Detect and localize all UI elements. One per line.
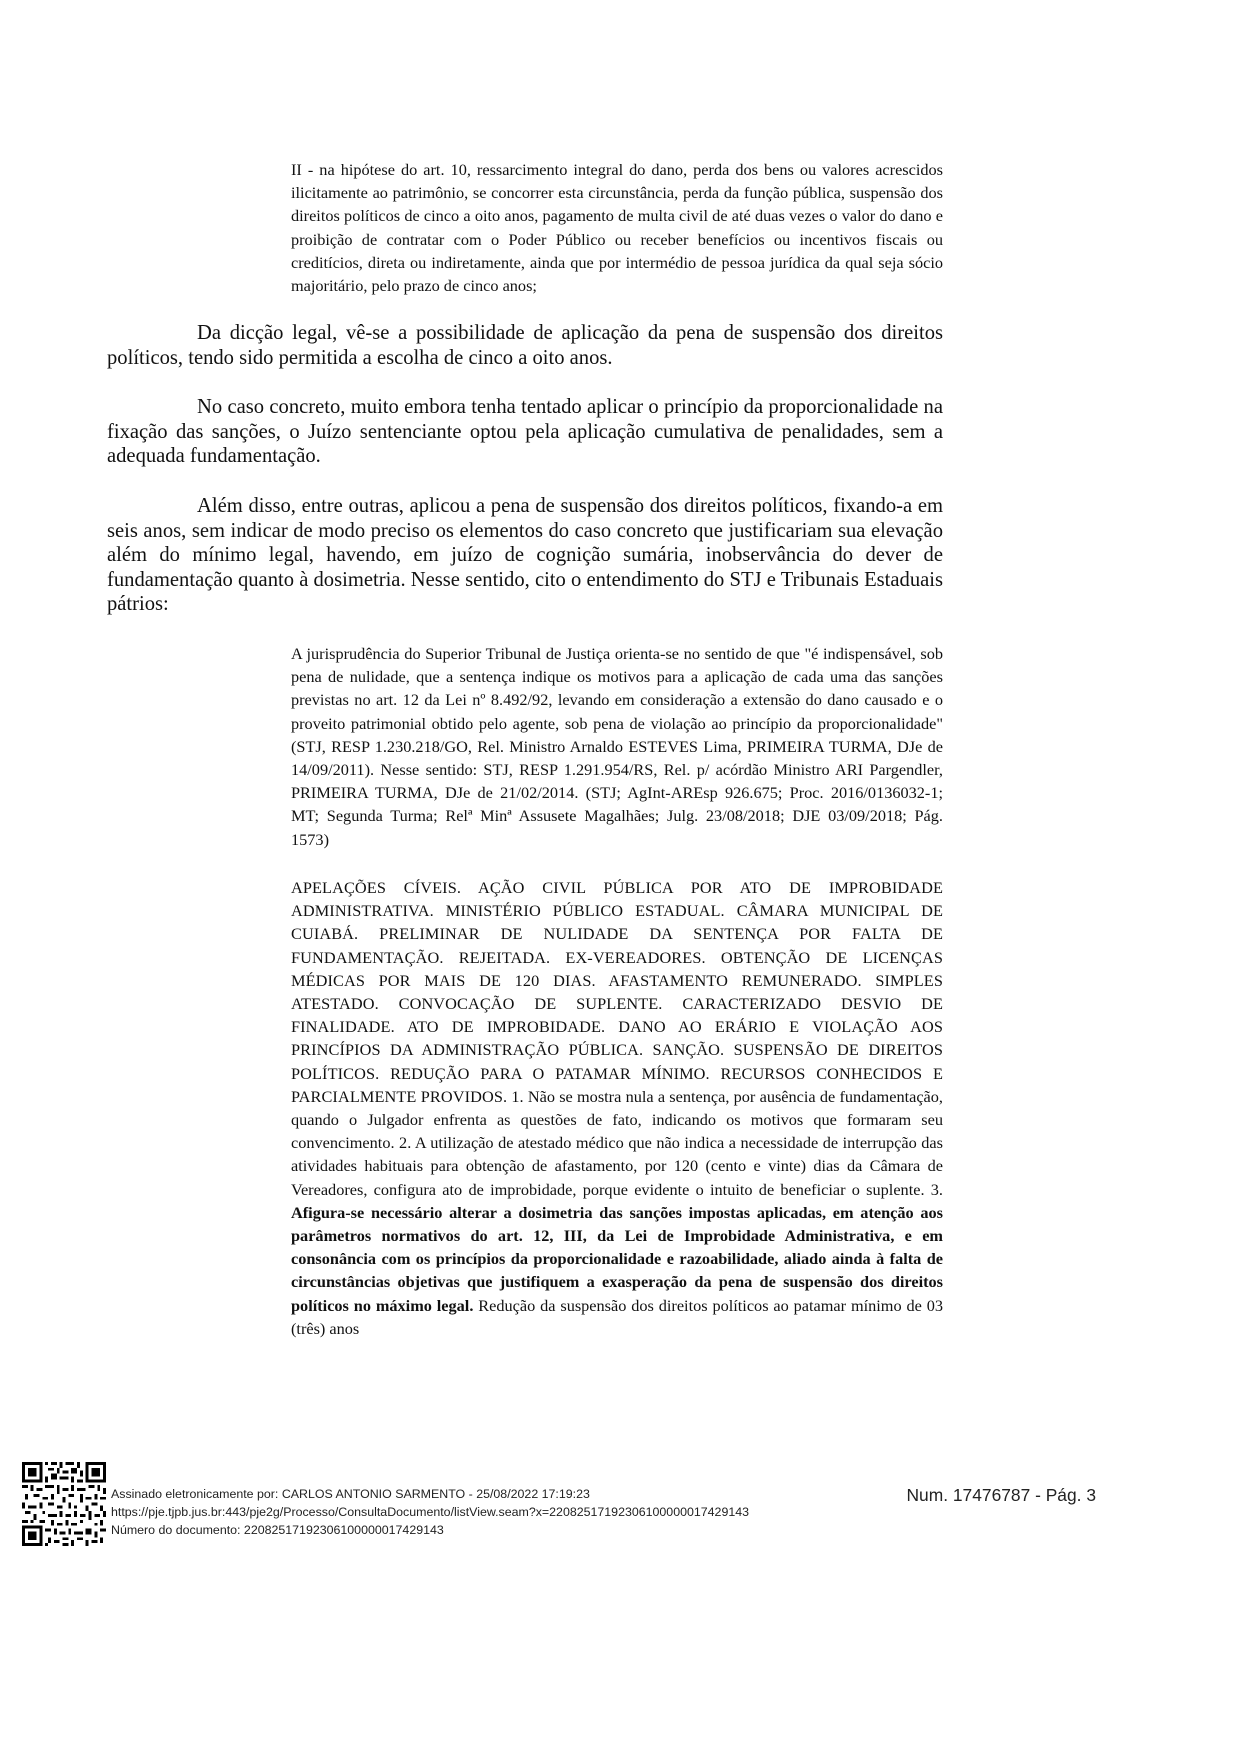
footer-signature: Assinado eletronicamente por: CARLOS ANTONIO SARMENTO - 25/08/2022 17:19:23 [111, 1487, 590, 1501]
tj-quote-text: 1. Não se mostra nula a sentença, por ausência de fundamentação, quando o Julgador enfrenta as questões de fato, indicando os motivos que formaram seu convencimento. 2. A utilização de atestado médico que não indica a necessidade de interrupção das atividades habituais para obtenção de afastamento, por 120 (cento e vinte) dias da Câmara de Vereadores, configura ato de improbidade, porque evidente o intuito de beneficiar o suplente. 3. [291, 1086, 943, 1199]
paragraph-dosimetry [107, 494, 943, 617]
paragraph-legal-diction [107, 321, 943, 370]
tj-jurisprudence-quote [291, 876, 943, 1340]
qr-code-icon [22, 1462, 106, 1546]
paragraph-text: No caso concreto, muito embora tenha tentado aplicar o princípio da proporcionalidade na fixação das sanções, o Juízo sentenciante optou pela aplicação cumulativa de penalidades, sem a adequada fundamentação. [107, 396, 943, 468]
tj-quote-tail: Redução da suspensão dos direitos políticos ao patamar mínimo de 03 (três) anos [291, 1295, 943, 1338]
paragraph-concrete-case [107, 395, 943, 469]
page-number: Num. 17476787 - Pág. 3 [906, 1485, 1096, 1505]
stj-jurisprudence-quote: A jurisprudência do Superior Tribunal de Justiça orienta-se no sentido de que "é indispensável, sob pena de nulidade, que a sentença indique os motivos para a aplicação de cada uma das sanções previstas no art. 12 da Lei nº 8.492/92, levando em consideração a extensão do dano causado e o proveito patrimonial obtido pelo agente, sob pena de violação ao princípio da proporcionalidade" (STJ, RESP 1.230.218/GO, Rel. Ministro Arnaldo ESTEVES Lima, PRIMEIRA TURMA, DJe de 14/09/2011). Nesse sentido: STJ, RESP 1.291.954/RS, Rel. p/ acórdão Ministro ARI Pargendler, PRIMEIRA TURMA, DJe de 21/02/2014. (STJ; AgInt-AREsp 926.675; Proc. 2016/0136032-1; MT; Segunda Turma; Relª Minª Assusete Magalhães; Julg. 23/08/2018; DJE 03/09/2018; Pág. 1573) [291, 644, 943, 849]
law-quote: II - na hipótese do art. 10, ressarcimento integral do dano, perda dos bens ou valores acrescidos ilicitamente ao patrimônio, se concorrer esta circunstância, perda da função pública, suspensão dos direitos políticos de cinco a oito anos, pagamento de multa civil de até duas vezes o valor do dano e proibição de contratar com o Poder Público ou receber benefícios ou incentivos fiscais ou creditícios, direta ou indiretamente, ainda que por intermédio de pessoa jurídica da qual seja sócio majoritário, pelo prazo de cinco anos; [291, 160, 943, 296]
paragraph-text: Da dicção legal, vê-se a possibilidade de aplicação da pena de suspensão dos direitos políticos, tendo sido permitida a escolha de cinco a oito anos. [107, 322, 943, 369]
paragraph-text: Além disso, entre outras, aplicou a pena de suspensão dos direitos políticos, fixando-a em seis anos, sem indicar de modo preciso os elementos do caso concreto que justificariam sua elevação além do mínimo legal, havendo, em juízo de cognição sumária, inobservância do dever de fundamentação quanto à dosimetria. Nesse sentido, cito o entendimento do STJ e Tribunais Estaduais pátrios: [107, 495, 943, 616]
tj-quote-bold-text: Afigura-se necessário alterar a dosimetria das sanções impostas aplicadas, em atenção aos parâmetros normativos do art. 12, III, da Lei de Improbidade Administrativa, e em consonância com os princípios da proporcionalidade e razoabilidade, aliado ainda à falta de circunstâncias objetivas que justifiquem a exasperação da pena de suspensão dos direitos políticos no máximo legal. [291, 1202, 943, 1315]
footer-document-number: Número do documento: 22082517192306100000017429143 [111, 1523, 444, 1537]
tj-quote-headnote: APELAÇÕES CÍVEIS. AÇÃO CIVIL PÚBLICA POR ATO DE IMPROBIDADE ADMINISTRATIVA. MINISTÉRIO PÚBLICO ESTADUAL. CÂMARA MUNICIPAL DE CUIABÁ. PRELIMINAR DE NULIDADE DA SENTENÇA POR FALTA DE FUNDAMENTAÇÃO. REJEITADA. EX-VEREADORES. OBTENÇÃO DE LICENÇAS MÉDICAS POR MAIS DE 120 DIAS. AFASTAMENTO REMUNERADO. SIMPLES ATESTADO. CONVOCAÇÃO DE SUPLENTE. CARACTERIZADO DESVIO DE FINALIDADE. ATO DE IMPROBIDADE. DANO AO ERÁRIO E VIOLAÇÃO AOS PRINCÍPIOS DA ADMINISTRAÇÃO PÚBLICA. SANÇÃO. SUSPENSÃO DE DIREITOS POLÍTICOS. REDUÇÃO PARA O PATAMAR MÍNIMO. RECURSOS CONHECIDOS E PARCIALMENTE PROVIDOS. [291, 878, 943, 1106]
footer-url: https://pje.tjpb.jus.br:443/pje2g/Processo/ConsultaDocumento/listView.seam?x=22082517192306100000017429143 [111, 1505, 750, 1519]
